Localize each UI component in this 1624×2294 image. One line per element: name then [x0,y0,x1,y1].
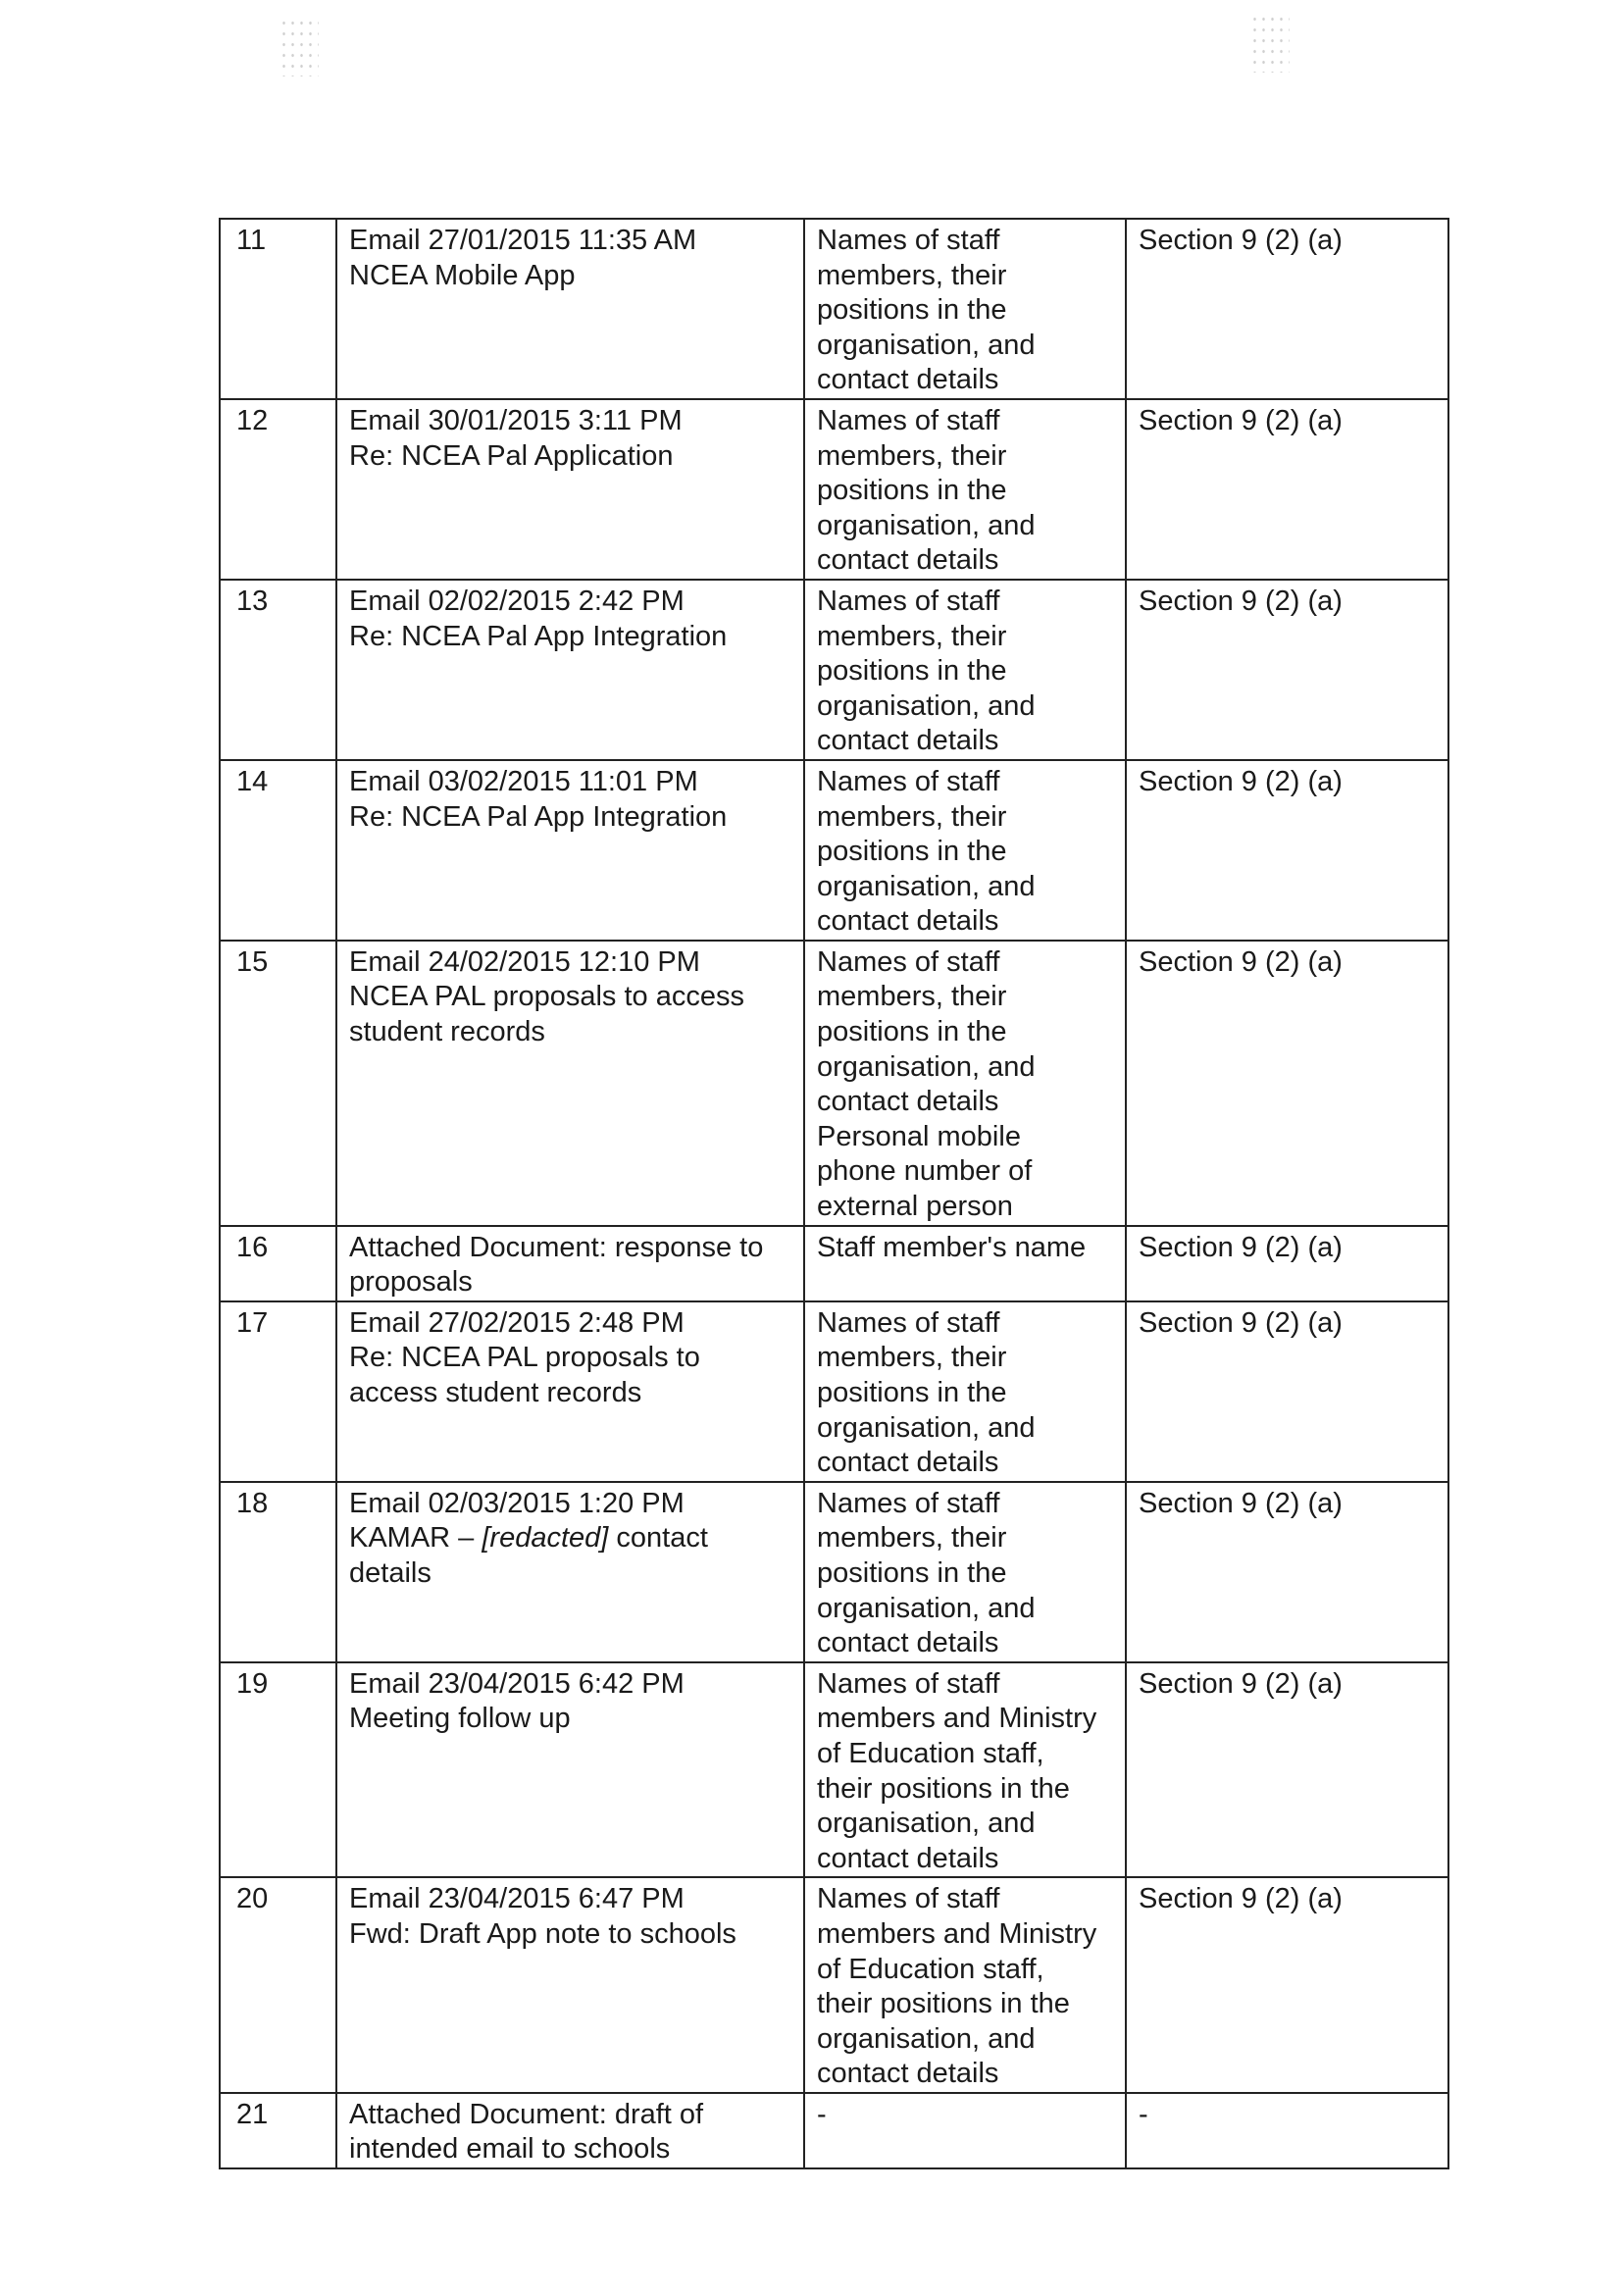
table-row [220,1877,1448,2093]
document-line: Email 30/01/2015 3:11 PM [349,404,683,436]
information-line: contact details [817,905,999,938]
information-line: members, their [817,259,1007,291]
information-withheld-cell [804,2093,1126,2168]
section-cell [1126,1301,1448,1482]
section-cell [1126,941,1448,1226]
information-line: phone number of [817,1155,1033,1188]
information-line: members, their [817,981,1007,1013]
row-number-cell [220,1226,336,1301]
information-line: contact details [817,1086,999,1118]
document-line: Email 23/04/2015 6:42 PM [349,1667,685,1700]
row-number: 20 [236,1883,269,1915]
document-line: Re: NCEA Pal App Integration [349,620,728,652]
information-line: organisation, and [817,509,1036,541]
document-cell [336,1301,804,1482]
information-line: members, their [817,800,1007,833]
information-line: organisation, and [817,329,1036,361]
row-number-cell [220,399,336,580]
section-reference: Section 9 (2) (a) [1139,1306,1343,1339]
scan-speckle [1250,14,1290,73]
information-line: contact details [817,1447,999,1479]
section-cell [1126,1877,1448,2093]
document-line: Email 27/02/2015 2:48 PM [349,1306,685,1339]
document-line: Email 27/01/2015 11:35 AM [349,225,697,256]
document-cell [336,1662,804,1878]
document-cell [336,1226,804,1301]
information-line: members, their [817,1342,1007,1374]
document-text: KAMAR – [349,1522,482,1555]
table-row [220,760,1448,941]
information-line: members, their [817,439,1007,472]
information-line: Names of staff [817,1306,1000,1339]
row-number: 16 [236,1231,269,1263]
row-number: 13 [236,585,269,617]
document-line: NCEA PAL proposals to access [349,981,744,1013]
row-number-cell [220,941,336,1226]
row-number: 19 [236,1667,269,1700]
document-line: Re: NCEA PAL proposals to [349,1342,700,1374]
information-withheld-cell [804,399,1126,580]
document-line: details [349,1556,431,1589]
section-reference: Section 9 (2) (a) [1139,1231,1343,1263]
section-cell [1126,1482,1448,1662]
information-line: contact details [817,1842,999,1874]
information-line: positions in the [817,1556,1007,1589]
section-cell [1126,2093,1448,2168]
table-row [220,580,1448,760]
withheld-documents-table [219,218,1449,2169]
section-reference: Section 9 (2) (a) [1139,765,1343,797]
information-line: their positions in the [817,1772,1070,1805]
document-line: intended email to schools [349,2133,671,2166]
document-cell [336,219,804,399]
information-withheld-cell [804,1662,1126,1878]
document-line: access student records [349,1377,642,1408]
information-line: - [817,2098,827,2130]
section-cell [1126,1226,1448,1301]
row-number: 18 [236,1487,269,1519]
information-line: Staff member's name [817,1231,1087,1263]
row-number-cell [220,1877,336,2093]
document-cell [336,1482,804,1662]
information-line: organisation, and [817,689,1036,722]
information-line: positions in the [817,655,1007,688]
information-line: Names of staff [817,1883,1000,1915]
document-line: Email 02/02/2015 2:42 PM [349,585,685,617]
document-cell [336,399,804,580]
document-line: Email 02/03/2015 1:20 PM [349,1487,685,1519]
row-number-cell [220,1301,336,1482]
row-number: 11 [236,225,267,256]
information-line: members, their [817,1522,1007,1555]
redacted-text: [redacted] [482,1522,609,1555]
section-cell [1126,219,1448,399]
section-reference: Section 9 (2) (a) [1139,1487,1343,1519]
information-withheld-cell [804,580,1126,760]
information-line: of Education staff, [817,1737,1044,1769]
table-row [220,941,1448,1226]
information-line: organisation, and [817,1050,1036,1083]
information-line: organisation, and [817,2022,1036,2055]
section-reference: Section 9 (2) (a) [1139,945,1343,978]
document-line: Re: NCEA Pal Application [349,439,674,472]
section-reference: Section 9 (2) (a) [1139,404,1343,436]
section-cell [1126,760,1448,941]
information-line: Names of staff [817,1667,1000,1700]
section-reference: Section 9 (2) (a) [1139,225,1343,256]
table-row [220,219,1448,399]
document-cell [336,1877,804,2093]
document-line: Attached Document: response to [349,1231,764,1263]
information-line: Names of staff [817,1487,1000,1519]
information-line: contact details [817,725,999,757]
information-line: positions in the [817,1377,1007,1408]
information-line: positions in the [817,1016,1007,1048]
information-line: contact details [817,364,999,396]
information-withheld-cell [804,941,1126,1226]
information-withheld-cell [804,1226,1126,1301]
information-line: external person [817,1191,1013,1223]
document-line: NCEA Mobile App [349,259,576,291]
row-number-cell [220,1482,336,1662]
information-line: members, their [817,620,1007,652]
table-row [220,1662,1448,1878]
document-cell [336,760,804,941]
section-cell [1126,1662,1448,1878]
information-line: Names of staff [817,945,1000,978]
table-row [220,2093,1448,2168]
information-line: organisation, and [817,870,1036,902]
row-number: 14 [236,765,269,797]
information-line: contact details [817,544,999,577]
information-line: Names of staff [817,225,1000,256]
section-reference: Section 9 (2) (a) [1139,585,1343,617]
information-withheld-cell [804,1482,1126,1662]
document-line: proposals [349,1266,473,1299]
information-withheld-cell [804,1301,1126,1482]
document-line: student records [349,1016,545,1048]
table-row [220,1301,1448,1482]
information-line: Personal mobile [817,1120,1021,1152]
row-number: 21 [236,2098,269,2130]
information-line: organisation, and [817,1411,1036,1444]
document-line: Email 03/02/2015 11:01 PM [349,765,698,797]
document-text: contact [608,1522,708,1555]
document-cell [336,2093,804,2168]
row-number-cell [220,760,336,941]
table-row [220,1482,1448,1662]
section-cell [1126,399,1448,580]
section-reference: Section 9 (2) (a) [1139,1667,1343,1700]
information-line: members and Ministry [817,1703,1097,1735]
information-line: members and Ministry [817,1917,1097,1950]
information-withheld-cell [804,219,1126,399]
information-line: organisation, and [817,1592,1036,1624]
information-line: positions in the [817,294,1007,327]
document-line [349,1521,791,1556]
table-row [220,1226,1448,1301]
section-cell [1126,580,1448,760]
document-line: Email 24/02/2015 12:10 PM [349,945,700,978]
row-number-cell [220,2093,336,2168]
section-reference: Section 9 (2) (a) [1139,1883,1343,1915]
information-line: contact details [817,1627,999,1659]
row-number: 12 [236,404,269,436]
document-cell [336,941,804,1226]
scan-speckle [279,18,319,76]
document-line: Email 23/04/2015 6:47 PM [349,1883,685,1915]
document-line: Attached Document: draft of [349,2098,704,2130]
row-number-cell [220,219,336,399]
table-row [220,399,1448,580]
document-cell [336,580,804,760]
information-withheld-cell [804,1877,1126,2093]
information-line: of Education staff, [817,1953,1044,1985]
information-line: positions in the [817,836,1007,868]
document-line: Re: NCEA Pal App Integration [349,800,728,833]
section-reference: - [1139,2098,1148,2130]
row-number-cell [220,580,336,760]
information-line: positions in the [817,475,1007,507]
document-line: Meeting follow up [349,1703,571,1735]
information-line: contact details [817,2058,999,2090]
document-line: Fwd: Draft App note to schools [349,1917,736,1950]
information-line: Names of staff [817,404,1000,436]
information-withheld-cell [804,760,1126,941]
row-number: 17 [236,1306,269,1339]
information-line: their positions in the [817,1988,1070,2020]
information-line: Names of staff [817,765,1000,797]
information-line: organisation, and [817,1808,1036,1840]
information-line: Names of staff [817,585,1000,617]
row-number: 15 [236,945,269,978]
row-number-cell [220,1662,336,1878]
